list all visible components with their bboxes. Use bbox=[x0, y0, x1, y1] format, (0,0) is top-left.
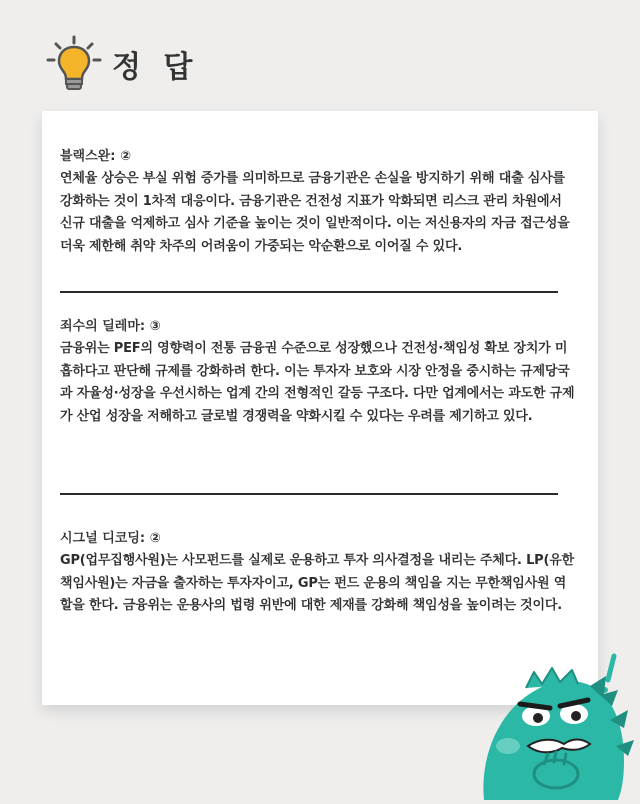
answer-section-black-swan bbox=[60, 147, 578, 258]
mascot-character bbox=[478, 650, 640, 800]
page-title: 정 답 bbox=[112, 50, 199, 85]
answer-section-prisoners-dilemma bbox=[60, 317, 578, 428]
section-body: 연체율 상승은 부실 위험 증가를 의미하므로 금융기관은 손실을 방지하기 위해 대출 심사를 강화하는 것이 1차적 대응이다. 금융기관은 건전성 지표가 악화되면 리스크 관리 차원에서 신규 대출을 억제하고 심사 기준을 높이는 것이 일반적이다. 이는 저신용자의 자금 접근성을 더욱 제한해 취약 차주의 어려움이 가중되는 악순환으로 이어질 수 있다. bbox=[60, 171, 570, 254]
section-divider bbox=[60, 493, 558, 495]
answer-section-signal-decoding bbox=[60, 529, 578, 618]
section-heading: 시그널 디코딩: ② bbox=[60, 531, 161, 546]
section-heading: 죄수의 딜레마: ③ bbox=[60, 319, 161, 334]
section-heading: 블랙스완: ② bbox=[60, 149, 131, 164]
lightbulb-icon bbox=[44, 34, 104, 94]
section-body: GP(업무집행사원)는 사모펀드를 실제로 운용하고 투자 의사결정을 내리는 주체다. LP(유한책임사원)는 자금을 출자하는 투자자이고, GP는 펀드 운용의 책임을 지는 무한책임사원 역할을 한다. 금융위는 운용사의 법령 위반에 대한 제재를 강화해 책임성을 높이려는 것이다. bbox=[60, 553, 574, 613]
section-body: 금융위는 PEF의 영향력이 전통 금융권 수준으로 성장했으나 건전성·책임성 확보 장치가 미흡하다고 판단해 규제를 강화하려 한다. 이는 투자자 보호와 시장 안정을 중시하는 규제당국과 자율성·성장을 우선시하는 업계 간의 전형적인 갈등 구조다. 다만 업계에서는 과도한 규제가 산업 성장을 저해하고 글로벌 경쟁력을 약화시킬 수 있다는 우려를 제기하고 있다. bbox=[60, 341, 575, 424]
answer-header bbox=[44, 34, 198, 94]
answer-card bbox=[42, 111, 598, 705]
section-divider bbox=[60, 291, 558, 293]
